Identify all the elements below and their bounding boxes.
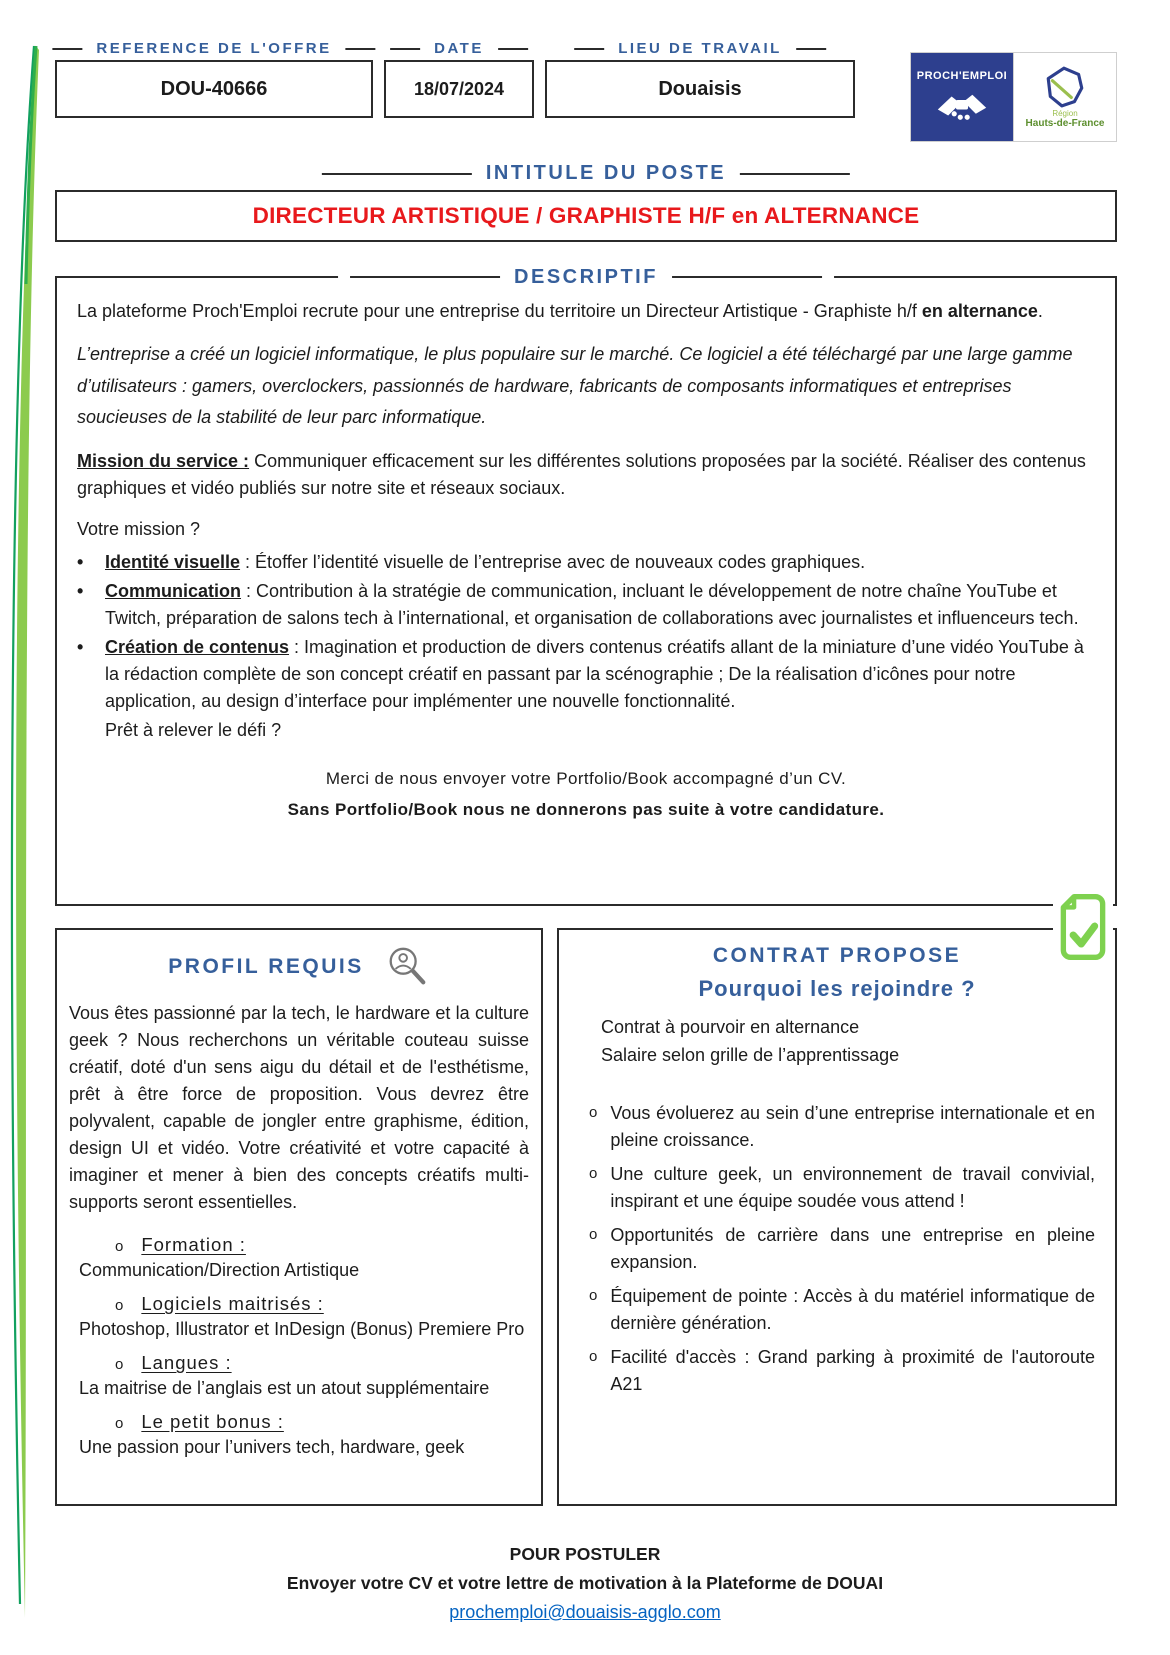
date-box: [384, 40, 534, 118]
mission-text: Communiquer efficacement sur les différentes solutions proposées par la société. Réaliser des contenus graphiques et vidéo publiés sur notre site et réseaux sociaux.: [77, 450, 1086, 498]
list-item: [69, 1293, 529, 1340]
circle-bullet-icon: [589, 1344, 597, 1398]
profil-item-value: Photoshop, Illustrator et InDesign (Bonus) Premiere Pro: [79, 1319, 525, 1339]
region-name-text: Hauts-de-France: [1025, 118, 1105, 129]
list-item: [77, 578, 1095, 632]
contrat-line: Salaire selon grille de l’apprentissage: [601, 1044, 900, 1065]
reference-value: DOU-40666: [160, 77, 268, 100]
descriptif-p1-end: .: [1037, 301, 1043, 321]
prochemploi-logo-text: PROCH'EMPLOI: [916, 69, 1008, 82]
votre-mission-line: Votre mission ?: [77, 518, 201, 539]
contrat-bullet-list: [573, 1100, 1101, 1398]
france-map-icon: [1042, 65, 1088, 109]
bullet-dot-icon: [77, 549, 105, 576]
descriptif-p1-text: La plateforme Proch'Emploi recrute pour une entreprise du territoire un Directeur Artistique - Graphiste h/f: [77, 301, 922, 321]
circle-bullet-icon: [115, 1415, 123, 1432]
contrat-summary: [573, 1014, 1101, 1070]
profil-requis-title: PROFIL REQUIS: [168, 955, 364, 978]
bullet-text: : Contribution à la stratégie de communication, incluant le développement de notre chaîne YouTube et Twitch, préparation de salons tech à l’international, et organisation de collaborations avec journalistes et influenceurs tech.: [105, 580, 1079, 628]
job-title: DIRECTEUR ARTISTIQUE / GRAPHISTE H/F en ALTERNANCE: [252, 203, 920, 228]
bullet-text: : Imagination et production de divers contenus créatifs allant de la miniature d’une vidéo YouTube à la rédaction complète de son concept créatif en passant par la scénographie ; De la réalisation d’icônes pour notre application, au design d’interface pour implémenter une nouvelle fonctionnalité.: [105, 636, 1084, 711]
list-item: [77, 549, 1095, 576]
location-value: Douaisis: [658, 77, 742, 100]
contrat-bullet-text: Équipement de pointe : Accès à du matériel informatique de dernière génération.: [610, 1285, 1095, 1333]
bullet-term: Communication: [105, 580, 242, 601]
handshake-icon: [933, 87, 991, 125]
circle-bullet-icon: [115, 1297, 123, 1314]
hauts-de-france-logo: [1013, 53, 1116, 141]
contrat-bullet-text: Vous évoluerez au sein d’une entreprise internationale et en pleine croissance.: [610, 1102, 1095, 1150]
profil-item-value: Une passion pour l’univers tech, hardware, geek: [79, 1437, 465, 1457]
location-box: [545, 40, 855, 118]
validated-document-icon: [1053, 892, 1113, 967]
header: [55, 40, 1117, 142]
contrat-bullet-text: Une culture geek, un environnement de travail convivial, inspirant et une équipe soudée vous attend !: [610, 1163, 1095, 1211]
profil-item-term: Langues :: [141, 1352, 232, 1373]
circle-bullet-icon: [115, 1238, 123, 1255]
reference-label: REFERENCE DE L'OFFRE: [40, 40, 387, 57]
contrat-propose-box: [557, 928, 1117, 1506]
list-item: [69, 1411, 529, 1458]
green-leaf-icon: [6, 44, 42, 1624]
descriptif-paragraph-1: [77, 298, 1095, 325]
list-item: [573, 1283, 1101, 1337]
list-item: [573, 1161, 1101, 1215]
list-item: [573, 1100, 1101, 1154]
contact-email-link[interactable]: prochemploi@douaisis-agglo.com: [449, 1601, 721, 1622]
date-label: DATE: [378, 40, 540, 57]
bullet-dot-icon: [77, 578, 105, 632]
footer-title: POUR POSTULER: [509, 1544, 661, 1564]
contrat-subtitle: Pourquoi les rejoindre ?: [698, 976, 976, 1001]
logos: [910, 52, 1117, 142]
location-label: LIEU DE TRAVAIL: [562, 40, 838, 57]
intitule-box: [55, 162, 1117, 242]
list-item: [573, 1222, 1101, 1276]
bullet-term: Identité visuelle: [105, 551, 241, 572]
region-small-text: Région: [1052, 109, 1078, 118]
intitule-label: INTITULE DU POSTE: [310, 162, 862, 185]
date-value: 18/07/2024: [413, 78, 505, 99]
portfolio-note-1: Merci de nous envoyer votre Portfolio/Book accompagné d’un CV.: [325, 768, 847, 788]
profil-requis-box: [55, 928, 543, 1506]
footer: [0, 1540, 1170, 1627]
descriptif-label: DESCRIPTIF: [338, 262, 834, 292]
reference-box: [55, 40, 373, 118]
profil-item-value: Communication/Direction Artistique: [79, 1260, 360, 1280]
prochemploi-logo: [911, 53, 1013, 141]
circle-bullet-icon: [589, 1100, 597, 1154]
bullet-text: : Étoffer l’identité visuelle de l’entreprise avec de nouveaux codes graphiques.: [240, 551, 866, 572]
circle-bullet-icon: [115, 1356, 123, 1373]
descriptif-p1-bold: en alternance: [921, 301, 1038, 321]
list-item: [69, 1234, 529, 1281]
profil-item-term: Formation :: [141, 1234, 246, 1255]
circle-bullet-icon: [589, 1161, 597, 1215]
bullet-dot-icon: [77, 634, 105, 744]
profil-intro: Vous êtes passionné par la tech, le hardware et la culture geek ? Nous recherchons un véritable couteau suisse créatif, doté d'un sens aigu du détail et de l'esthétisme, prêt à être force de proposition. Vous devrez être polyvalent, capable de jongler entre graphisme, édition, design UI et vidéo. Votre créativité et votre capacité à imaginer et mener à bien des concepts créatifs multi-supports seront essentielles.: [69, 1003, 529, 1212]
descriptif-paragraph-2: L’entreprise a créé un logiciel informatique, le plus populaire sur le marché. Ce logiciel a été téléchargé par une large gamme d’utilisateurs : gamers, overclockers, passionnés de hardware, fabricants de composants informatiques et entreprises soucieuses de la stabilité de leur parc informatique.: [77, 344, 1073, 427]
portfolio-note-2: Sans Portfolio/Book nous ne donnerons pas suite à votre candidature.: [287, 800, 885, 819]
mission-term: Mission du service :: [77, 450, 250, 471]
list-item: [77, 634, 1095, 744]
descriptif-mission-paragraph: [77, 448, 1095, 502]
contrat-propose-title: CONTRAT PROPOSE: [712, 944, 962, 967]
contrat-bullet-text: Facilité d'accès : Grand parking à proximité de l'autoroute A21: [610, 1346, 1095, 1394]
contrat-line: Contrat à pourvoir en alternance: [601, 1017, 860, 1037]
profile-search-icon: [384, 944, 430, 990]
defi-line: Prêt à relever le défi ?: [105, 719, 282, 740]
contrat-bullet-text: Opportunités de carrière dans une entreprise en pleine expansion.: [610, 1224, 1095, 1272]
descriptif-box: [55, 266, 1117, 906]
circle-bullet-icon: [589, 1283, 597, 1337]
profil-requis-heading-row: [69, 944, 529, 990]
profil-item-term: Logiciels maitrisés :: [141, 1293, 324, 1314]
profil-item-term: Le petit bonus :: [141, 1411, 284, 1432]
circle-bullet-icon: [589, 1222, 597, 1276]
list-item: [573, 1344, 1101, 1398]
profil-item-value: La maitrise de l’anglais est un atout supplémentaire: [79, 1378, 490, 1398]
mission-bullet-list: [77, 549, 1095, 744]
columns: [55, 928, 1117, 1506]
bullet-term: Création de contenus: [105, 636, 290, 657]
list-item: [69, 1352, 529, 1399]
footer-instruction: Envoyer votre CV et votre lettre de motivation à la Plateforme de DOUAI: [286, 1572, 884, 1593]
